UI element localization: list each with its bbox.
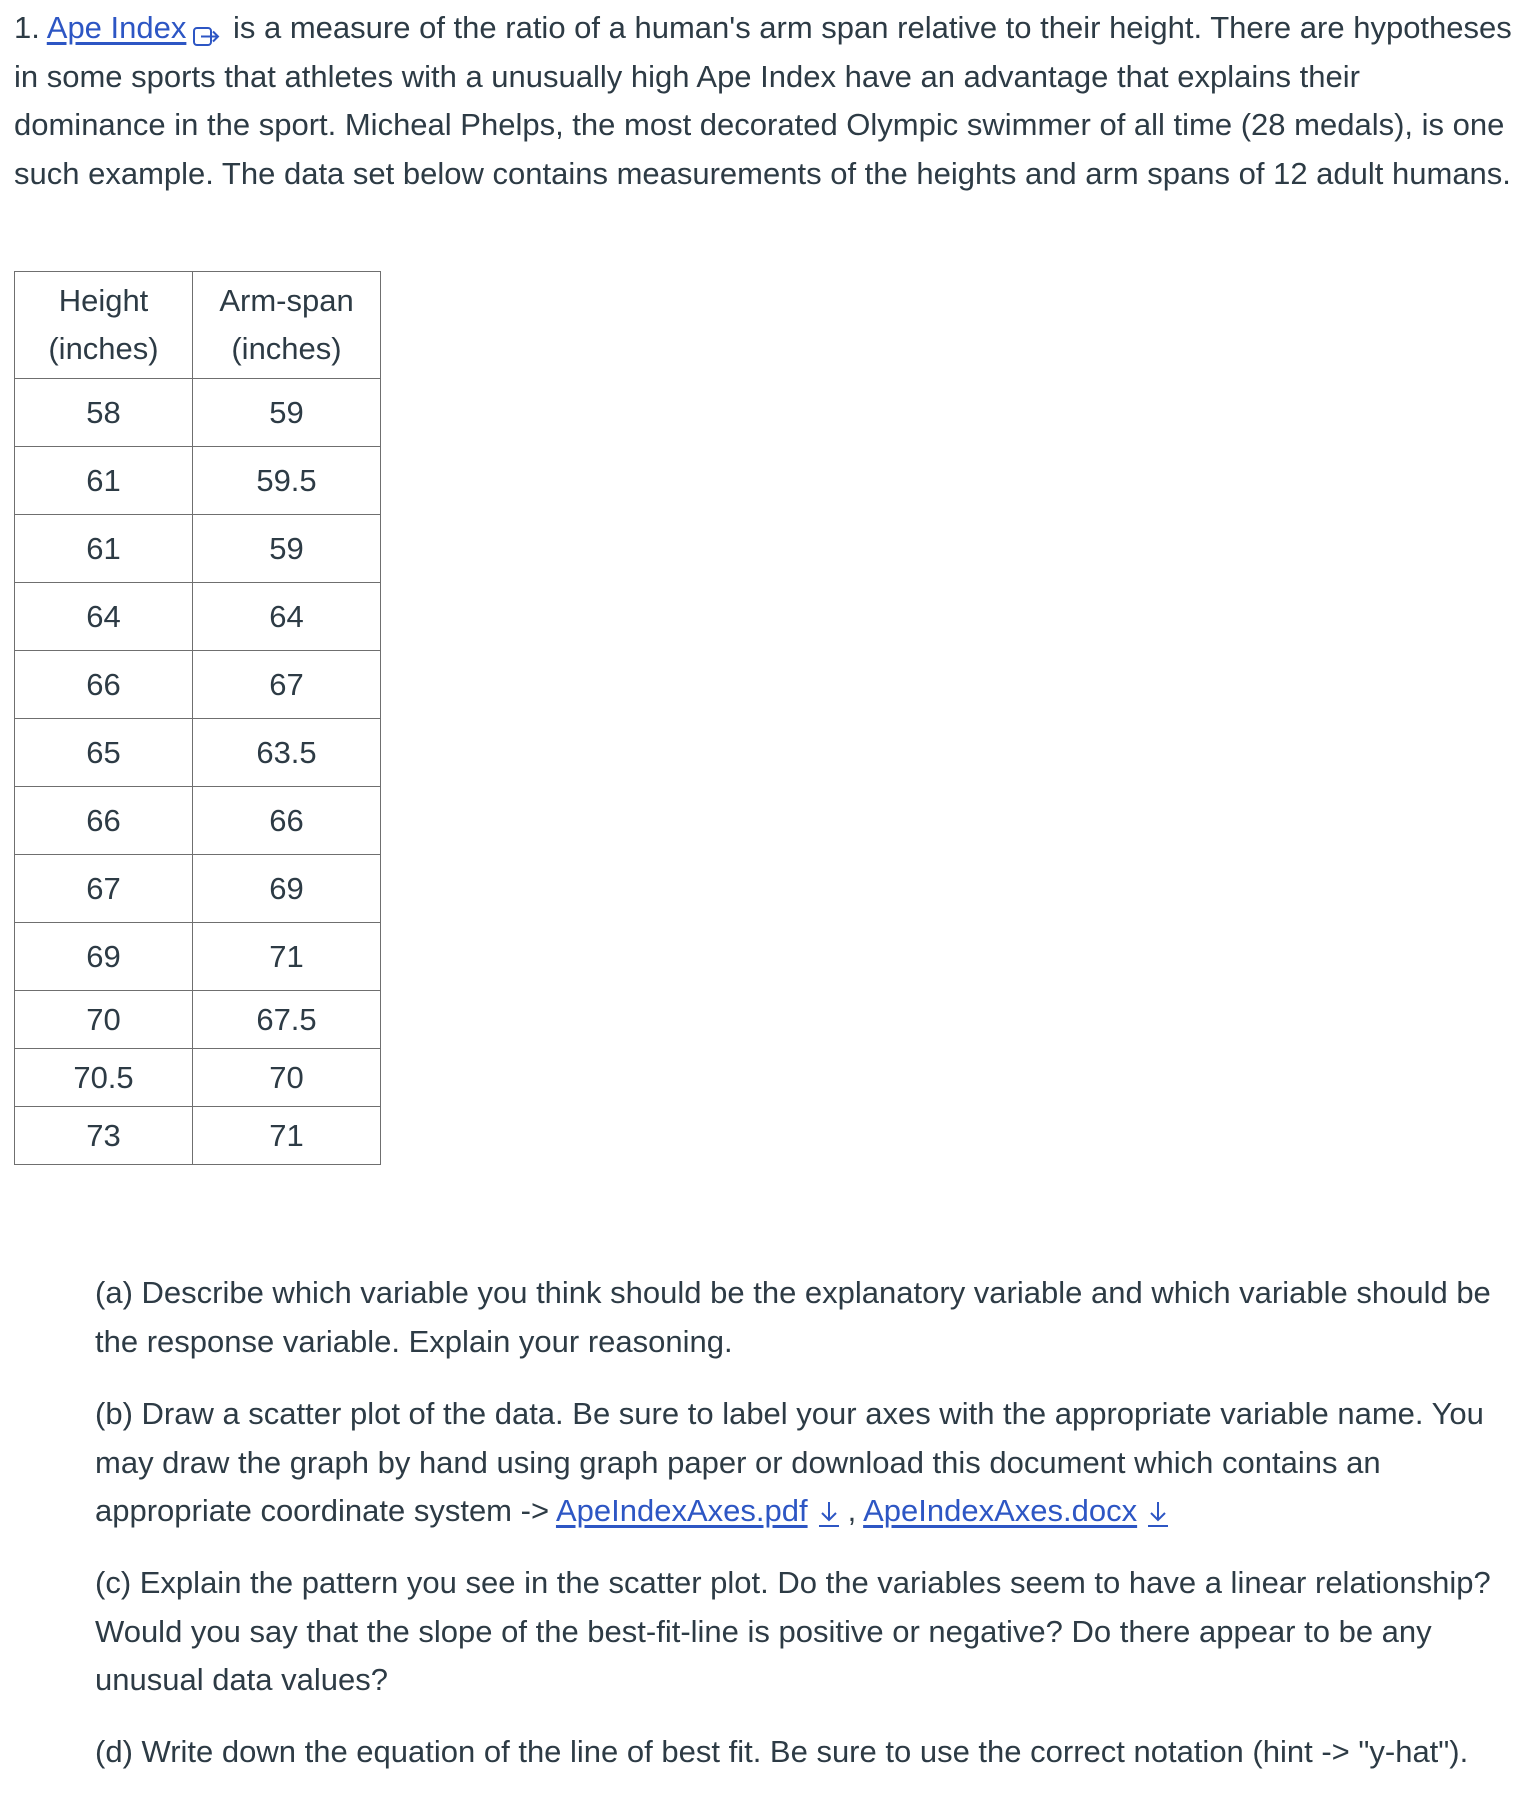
height-cell: 66 [15,787,193,855]
arm-span-cell: 59 [193,379,381,447]
arm-span-cell: 69 [193,855,381,923]
ape-index-axes-docx-link[interactable]: ApeIndexAxes.docx [863,1493,1138,1528]
download-icon[interactable] [816,1495,842,1525]
arm-span-cell: 71 [193,923,381,991]
question-b [95,1390,1505,1536]
question-c: (c) Explain the pattern you see in the scatter plot. Do the variables seem to have a linear relationship? Would you say that the slope of the best-fit-line is positive or negative? Do there appear to be any unusual data values? [95,1565,1491,1697]
height-cell: 69 [15,923,193,991]
download-icon[interactable] [1145,1495,1171,1525]
table-row [15,651,381,719]
table-row [15,379,381,447]
height-cell: 66 [15,651,193,719]
height-cell: 64 [15,583,193,651]
question-number: 1. [14,10,40,45]
question-b-text: (b) Draw a scatter plot of the data. Be sure to label your axes with the appropriate variable name. You may draw the graph by hand using graph paper or download this document which contains an appropriate coordinate system -> [95,1396,1484,1528]
header-arm-span: Arm-span (inches) [193,272,381,379]
arm-span-cell: 59.5 [193,447,381,515]
ape-index-axes-pdf-link[interactable]: ApeIndexAxes.pdf [555,1493,808,1528]
ape-index-link[interactable]: Ape Index [46,10,187,45]
table-row [15,719,381,787]
height-cell: 61 [15,447,193,515]
height-cell: 73 [15,1107,193,1165]
table-row [15,515,381,583]
table-row [15,787,381,855]
height-cell: 65 [15,719,193,787]
table-row [15,1049,381,1107]
arm-span-cell: 64 [193,583,381,651]
arm-span-cell: 67 [193,651,381,719]
table-row [15,923,381,991]
link-separator: , [847,1493,857,1528]
height-cell: 61 [15,515,193,583]
height-cell: 70 [15,991,193,1049]
table-row [15,447,381,515]
height-cell: 58 [15,379,193,447]
height-cell: 67 [15,855,193,923]
table-row [15,1107,381,1165]
table-row [15,855,381,923]
external-link-icon[interactable] [192,15,220,39]
arm-span-cell: 67.5 [193,991,381,1049]
question-a: (a) Describe which variable you think should be the explanatory variable and which variable should be the response variable. Explain your reasoning. [95,1275,1491,1359]
arm-span-cell: 63.5 [193,719,381,787]
intro-text: is a measure of the ratio of a human's arm span relative to their height. There are hypotheses in some sports that athletes with a unusually high Ape Index have an advantage that explains their dominance in the sport. Micheal Phelps, the most decorated Olympic swimmer of all time (28 medals), is one such example. The data set below contains measurements of the heights and arm spans of 12 adult humans. [14,10,1512,191]
arm-span-cell: 59 [193,515,381,583]
arm-span-cell: 66 [193,787,381,855]
arm-span-cell: 70 [193,1049,381,1107]
question-d: (d) Write down the equation of the line of best fit. Be sure to use the correct notation (hint -> "y-hat"). [95,1734,1469,1769]
table-row [15,991,381,1049]
height-cell: 70.5 [15,1049,193,1107]
data-table [14,271,381,1165]
header-height: Height (inches) [15,272,193,379]
table-row [15,583,381,651]
table-header-row [15,272,381,379]
intro-paragraph [14,4,1514,198]
arm-span-cell: 71 [193,1107,381,1165]
